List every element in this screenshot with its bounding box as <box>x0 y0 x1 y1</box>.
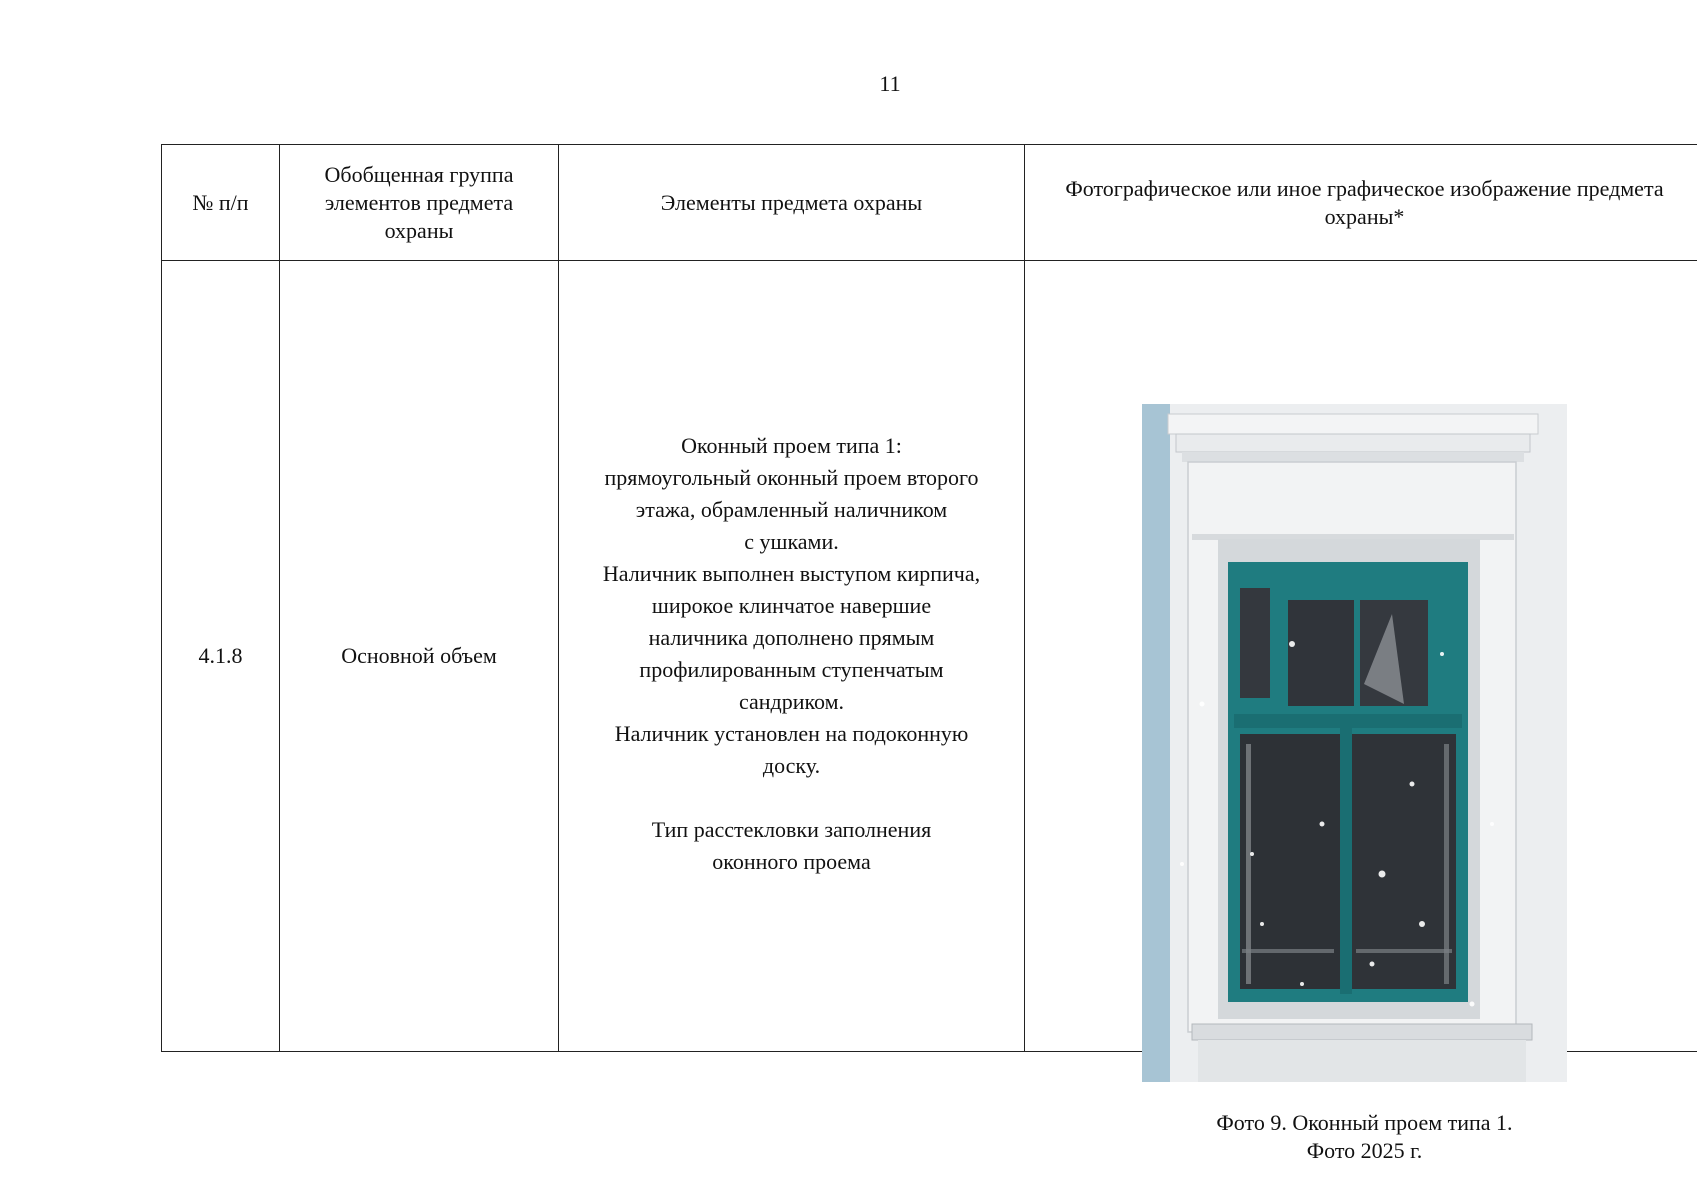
photo-container <box>1025 261 1697 1163</box>
description-line: наличника дополнено прямым <box>648 625 935 650</box>
row-group: Основной объем <box>280 261 559 1052</box>
protection-table <box>161 144 1697 1163</box>
caption-line: Фото 2025 г. <box>1306 1138 1423 1163</box>
description-line: прямоугольный оконный проем второго <box>604 465 979 490</box>
description-line: доску. <box>762 753 821 778</box>
description-line: Тип расстекловки заполнения <box>651 817 932 842</box>
table-header-row <box>162 145 1697 261</box>
page-number: 11 <box>879 71 901 96</box>
description-line: оконного проема <box>712 849 871 874</box>
caption-line: Фото 9. Оконный проем типа 1. <box>1216 1110 1513 1135</box>
window-photo <box>1142 404 1567 1082</box>
description-line: Наличник выполнен выступом кирпича, <box>602 561 981 586</box>
row-description <box>559 261 1025 1052</box>
description-line: Наличник установлен на подоконную <box>614 721 969 746</box>
header-elements: Элементы предмета охраны <box>559 145 1025 261</box>
description-line: с ушками. <box>744 529 839 554</box>
description-line: сандриком. <box>738 689 845 714</box>
photo-caption <box>1025 1109 1697 1165</box>
description-line: широкое клинчатое навершие <box>651 593 932 618</box>
description-line: профилированным ступенчатым <box>639 657 944 682</box>
description-line: этажа, обрамленный наличником <box>635 497 948 522</box>
header-group: Обобщенная группа элементов предмета охраны <box>280 145 559 261</box>
row-image-cell <box>1025 261 1697 1163</box>
table-row <box>162 261 1697 1052</box>
header-num: № п/п <box>162 145 280 261</box>
description-line: Оконный проем типа 1: <box>681 433 902 458</box>
row-num: 4.1.8 <box>162 261 280 1052</box>
description-line <box>569 784 1014 816</box>
header-image: Фотографическое или иное графическое изображение предмета охраны* <box>1025 145 1697 261</box>
